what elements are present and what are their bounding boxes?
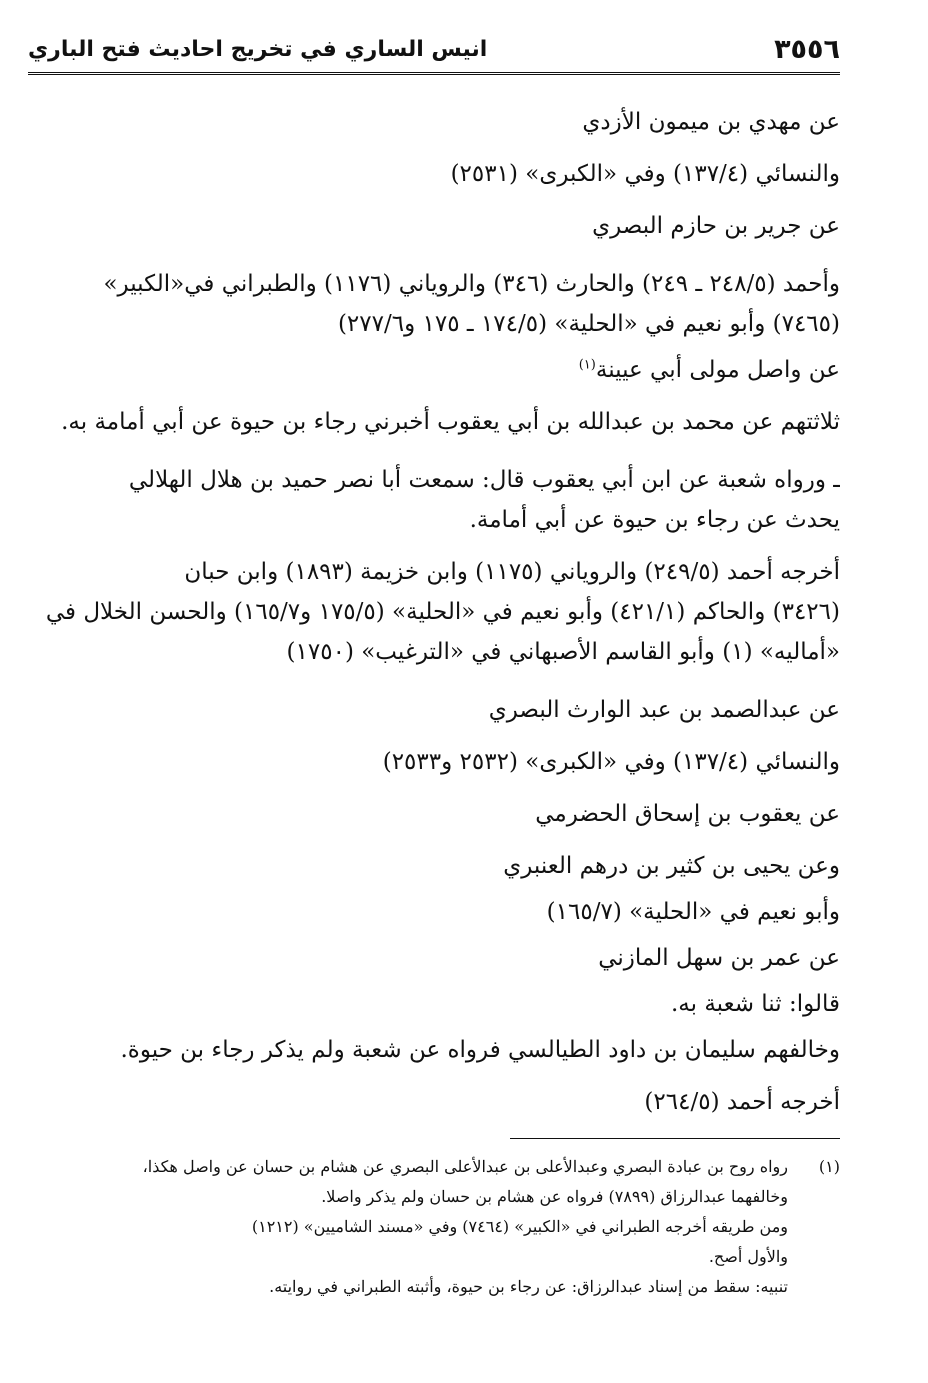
text-line: ـ ورواه شعبة عن ابن أبي يعقوب قال: سمعت أبا نصر حميد بن هلال الهلالي [128, 467, 840, 493]
footnote-separator [510, 1138, 840, 1139]
footnote-reference: (١) [578, 357, 596, 373]
text-line: عن عبدالصمد بن عبد الوارث البصري [488, 697, 840, 723]
text-line: (٧٤٦٥) وأبو نعيم في «الحلية» (١٧٤/٥ ـ ١٧٥ و٢٧٧/٦) [337, 311, 840, 337]
footnotes [34, 1152, 840, 1302]
text-line: قالوا: ثنا شعبة به. [671, 991, 840, 1017]
text-line: ثلاثتهم عن محمد بن عبدالله بن أبي يعقوب أخبرني رجاء بن حيوة عن أبي أمامة به. [61, 409, 840, 435]
page-number: ٣٥٥٦ [774, 33, 840, 65]
footnote-line: والأول أصح. [708, 1247, 788, 1266]
text-line: عن جرير بن حازم البصري [592, 213, 840, 239]
footnote-text: رواه روح بن عبادة البصري وعبدالأعلى بن عبدالأعلى البصري عن هشام بن حسان عن واصل هكذا، [142, 1157, 788, 1176]
running-title: انيس الساري في تخريج احاديث فتح الباري [28, 36, 488, 62]
footnote-line [34, 1152, 840, 1182]
text-line: والنسائي (١٣٧/٤) وفي «الكبرى» (٢٥٣١) [450, 161, 840, 187]
text-line: وأبو نعيم في «الحلية» (١٦٥/٧) [546, 899, 840, 925]
text-line: والنسائي (١٣٧/٤) وفي «الكبرى» (٢٥٣٢ و٢٥٣٣) [382, 749, 840, 775]
footnote-line: ومن طريقه أخرجه الطبراني في «الكبير» (٧٤٦٤) وفي «مسند الشاميين» (١٢١٢) [251, 1217, 788, 1236]
text-line: عن مهدي بن ميمون الأزدي [582, 109, 840, 135]
text-line: وأحمد (٢٤٨/٥ ـ ٢٤٩) والحارث (٣٤٦) والروياني (١١٧٦) والطبراني في«الكبير» [103, 271, 840, 297]
text-line: أخرجه أحمد (٢٦٤/٥) [644, 1089, 840, 1115]
text-line: عن يعقوب بن إسحاق الحضرمي [535, 801, 840, 827]
footnote-line: تنبيه: سقط من إسناد عبدالرزاق: عن رجاء بن حيوة، وأثبته الطبراني في روايته. [269, 1277, 788, 1296]
text-line: «أماليه» (١) وأبو القاسم الأصبهاني في «الترغيب» (١٧٥٠) [286, 639, 840, 665]
main-text [34, 96, 840, 1128]
text-span: عن واصل مولى أبي عيينة [595, 357, 840, 383]
footnote-line: وخالفهما عبدالرزاق (٧٨٩٩) فرواه عن هشام بن حسان ولم يذكر واصلا. [321, 1187, 788, 1206]
text-line: (٣٤٢٦) والحاكم (٤٢١/١) وأبو نعيم في «الحلية» (١٧٥/٥ و١٦٥/٧) والحسن الخلال في [45, 599, 840, 625]
text-line [34, 344, 840, 396]
text-line: وخالفهم سليمان بن داود الطيالسي فرواه عن شعبة ولم يذكر رجاء بن حيوة. [120, 1037, 840, 1063]
text-line: يحدث عن رجاء بن حيوة عن أبي أمامة. [469, 507, 840, 533]
text-line: وعن يحيى بن كثير بن درهم العنبري [503, 853, 840, 879]
page-header [28, 26, 840, 75]
text-line: أخرجه أحمد (٢٤٩/٥) والروياني (١١٧٥) وابن خزيمة (١٨٩٣) وابن حبان [184, 559, 840, 585]
text-line: عن عمر بن سهل المازني [598, 945, 840, 971]
footnote-marker: (١) [818, 1157, 840, 1176]
